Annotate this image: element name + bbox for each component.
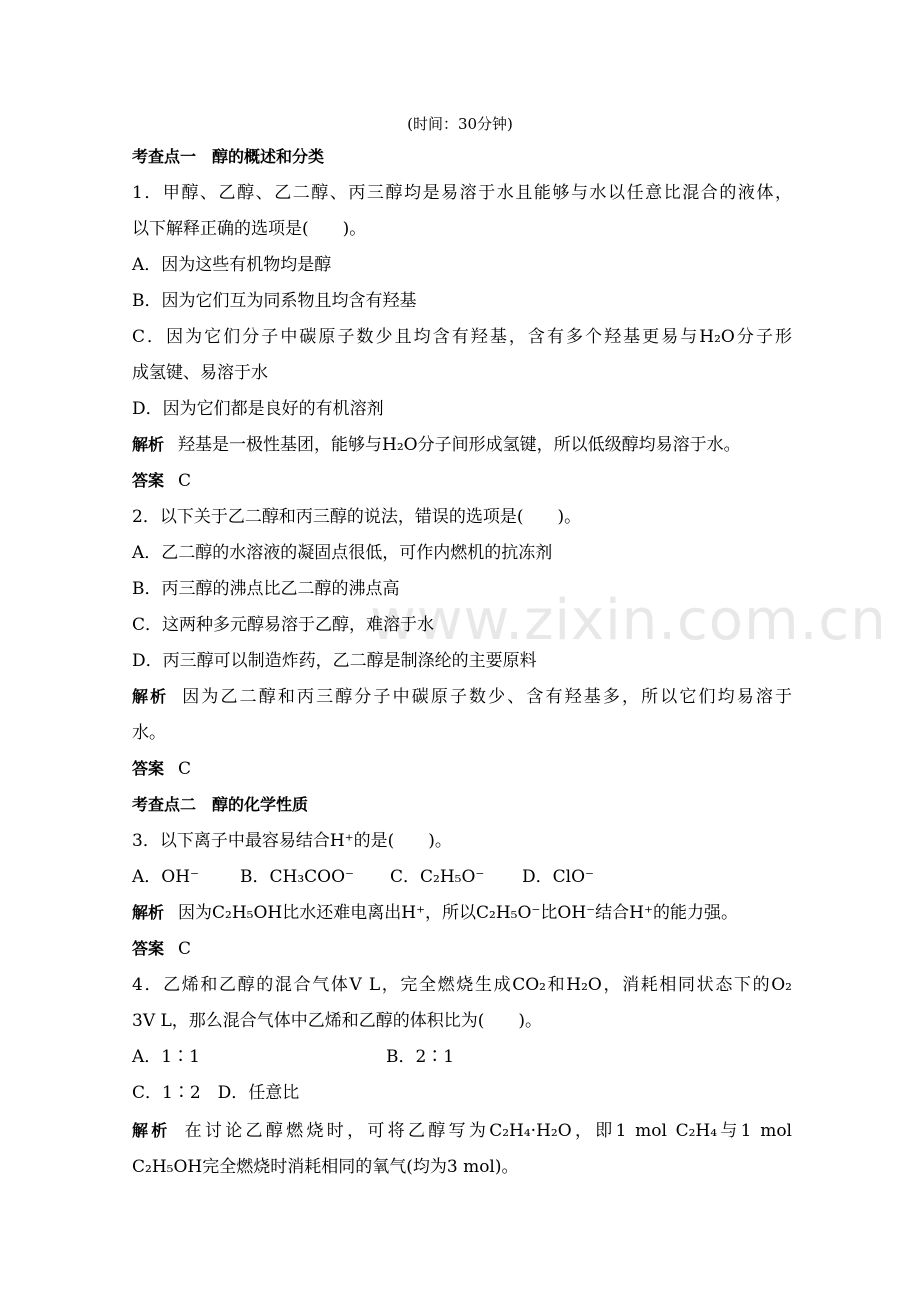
analysis-label: 解析 bbox=[132, 687, 169, 706]
q1-option-b: B．因为它们互为同系物且均含有羟基 bbox=[132, 291, 417, 311]
q1-option-c-line2: 成氢键、易溶于水 bbox=[132, 363, 268, 383]
section-heading-2: 考查点二 醇的化学性质 bbox=[132, 795, 309, 814]
q2-answer-value: C bbox=[178, 759, 192, 779]
q1-option-c-line1: C．因为它们分子中碳原子数少且均含有羟基，含有多个羟基更易与H₂O分子形 bbox=[132, 327, 792, 347]
analysis-label: 解析 bbox=[132, 1121, 171, 1140]
q4-stem-line1: 4．乙烯和乙醇的混合气体V L，完全燃烧生成CO₂和H₂O，消耗相同状态下的O₂ bbox=[132, 975, 792, 995]
q4-analysis-text-1: 在讨论乙醇燃烧时，可将乙醇写为C₂H₄·H₂O，即1 mol C₂H₄与1 mol bbox=[184, 1121, 792, 1141]
q1-answer-value: C bbox=[178, 471, 192, 491]
q1-answer bbox=[132, 470, 792, 492]
q3-option-a: A．OH⁻ bbox=[132, 867, 200, 887]
q3-option-c: C．C₂H₅O⁻ bbox=[390, 867, 485, 887]
answer-label: 答案 bbox=[132, 939, 165, 958]
q3-answer-value: C bbox=[178, 939, 192, 959]
section-heading-1: 考查点一 醇的概述和分类 bbox=[132, 147, 325, 166]
q3-option-d: D．ClO⁻ bbox=[522, 867, 594, 887]
q2-analysis-text-1: 因为乙二醇和丙三醇分子中碳原子数少、含有羟基多，所以它们均易溶于 bbox=[182, 687, 792, 707]
q2-analysis-line1 bbox=[132, 686, 792, 708]
answer-label: 答案 bbox=[132, 759, 165, 778]
answer-label: 答案 bbox=[132, 471, 165, 490]
q1-analysis-text: 羟基是一极性基团，能够与H₂O分子间形成氢键，所以低级醇均易溶于水。 bbox=[178, 435, 741, 455]
q3-answer bbox=[132, 938, 792, 960]
q2-option-d: D．丙三醇可以制造炸药，乙二醇是制涤纶的主要原料 bbox=[132, 651, 537, 671]
q2-option-c: C．这两种多元醇易溶于乙醇，难溶于水 bbox=[132, 615, 435, 635]
q3-analysis bbox=[132, 902, 792, 924]
q1-stem-line1: 1．甲醇、乙醇、乙二醇、丙三醇均是易溶于水且能够与水以任意比混合的液体， bbox=[132, 183, 792, 203]
q2-option-a: A．乙二醇的水溶液的凝固点很低，可作内燃机的抗冻剂 bbox=[132, 543, 553, 563]
analysis-label: 解析 bbox=[132, 903, 165, 922]
q1-analysis bbox=[132, 434, 792, 456]
q3-analysis-text: 因为C₂H₅OH比水还难电离出H⁺，所以C₂H₅O⁻比OH⁻结合H⁺的能力强。 bbox=[178, 903, 738, 923]
q2-stem: 2．以下关于乙二醇和丙三醇的说法，错误的选项是( )。 bbox=[132, 507, 582, 527]
q4-options-ab bbox=[132, 1046, 792, 1068]
q4-analysis-line1 bbox=[132, 1120, 792, 1142]
q3-option-b: B．CH₃COO⁻ bbox=[240, 867, 354, 887]
q1-option-a: A．因为这些有机物均是醇 bbox=[132, 255, 332, 275]
time-note: (时间：30分钟) bbox=[407, 115, 513, 133]
q4-options-cd: C．1∶2 D．任意比 bbox=[132, 1083, 300, 1103]
q4-stem-line2: 3V L，那么混合气体中乙烯和乙醇的体积比为( )。 bbox=[132, 1011, 543, 1031]
q2-answer bbox=[132, 758, 792, 780]
q4-analysis-line2: C₂H₅OH完全燃烧时消耗相同的氧气(均为3 mol)。 bbox=[132, 1157, 519, 1177]
q2-option-b: B．丙三醇的沸点比乙二醇的沸点高 bbox=[132, 579, 400, 599]
q3-stem: 3．以下离子中最容易结合H⁺的是( )。 bbox=[132, 831, 452, 851]
q4-option-a: A．1∶1 bbox=[132, 1047, 200, 1067]
analysis-label: 解析 bbox=[132, 435, 165, 454]
watermark: www.zixin.com.cn bbox=[370, 588, 887, 653]
q3-options bbox=[132, 866, 792, 888]
q4-option-b: B．2∶1 bbox=[386, 1047, 455, 1067]
q1-stem-line2: 以下解释正确的选项是( )。 bbox=[132, 219, 367, 239]
q2-analysis-line2: 水。 bbox=[132, 723, 166, 743]
q1-option-d: D．因为它们都是良好的有机溶剂 bbox=[132, 399, 384, 419]
